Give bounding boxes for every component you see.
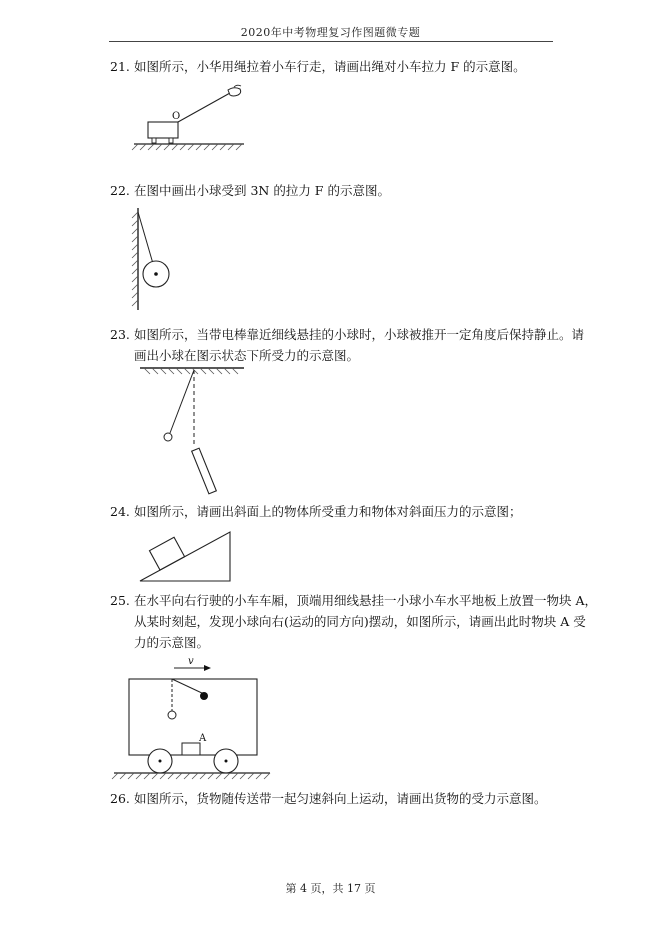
block-a-label: A [199, 733, 207, 744]
point-o-label: O [172, 111, 181, 122]
question-number: 21. [110, 59, 130, 74]
question-text: 画出小球在图示状态下所受力的示意图。 [134, 348, 360, 363]
page-footer: 第 4 页，共 17 页 [285, 882, 376, 895]
question-text: 如图所示，货物随传送带一起匀速斜向上运动，请画出货物的受力示意图。 [134, 791, 547, 806]
question-number: 26. [110, 791, 130, 806]
question-text: 从某时刻起，发现小球向右(运动的同方向)摆动，如图所示，请画出此时物块 A 受 [134, 614, 586, 629]
question-number: 24. [110, 504, 130, 519]
question-25 [110, 590, 597, 653]
figure-25-moving-cart [112, 654, 274, 784]
question-text: 在水平向右行驶的小车车厢，顶端用细线悬挂一小球小车水平地板上放置一物块 A， [134, 593, 598, 608]
page-header: 2020年中考物理复习作图题微专题 [240, 26, 421, 39]
question-23 [110, 324, 584, 366]
figure-24-incline-block [136, 524, 236, 584]
question-number: 25. [110, 593, 130, 608]
question-26 [110, 788, 547, 809]
figure-21-cart-rope [130, 80, 250, 152]
question-text: 如图所示，当带电棒靠近细线悬挂的小球时，小球被推开一定角度后保持静止。请 [134, 327, 585, 342]
question-24 [110, 501, 522, 522]
question-text: 力的示意图。 [134, 635, 210, 650]
velocity-arrow [204, 665, 211, 671]
question-22 [110, 180, 390, 201]
question-number: 23. [110, 327, 130, 342]
question-text: 如图所示，请画出斜面上的物体所受重力和物体对斜面压力的示意图； [134, 504, 522, 519]
question-text: 在图中画出小球受到 3N 的拉力 F 的示意图。 [134, 183, 390, 198]
figure-22-ball-wall [124, 206, 184, 312]
velocity-label: v [188, 656, 194, 667]
question-number: 22. [110, 183, 130, 198]
header-divider [109, 41, 553, 42]
question-21 [110, 56, 526, 77]
question-text: 如图所示，小华用绳拉着小车行走，请画出绳对小车拉力 F 的示意图。 [134, 59, 526, 74]
figure-23-charged-rod [136, 364, 248, 496]
